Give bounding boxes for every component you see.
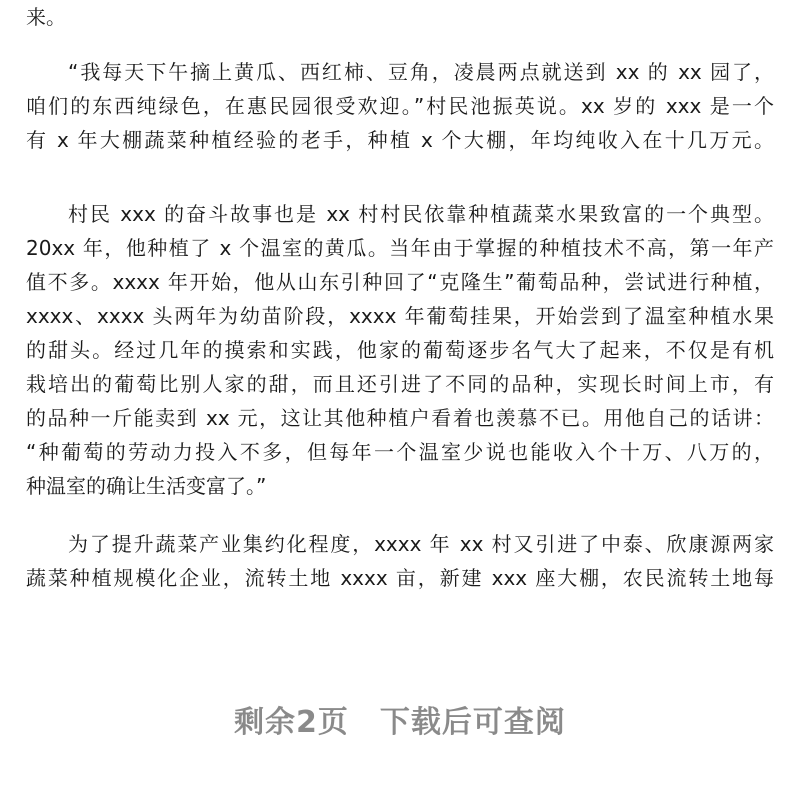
paragraph-line: 有 x 年大棚蔬菜种植经验的老手，种植 x 个大棚，年均纯收入在十几万元。 [26,128,774,152]
paragraph-line: 来。 [26,5,66,29]
paragraph-line: 的品种一斤能卖到 xx 元，这让其他种植户看着也羡慕不已。用他自己的话讲： [26,406,774,430]
paragraph-1 [26,0,774,34]
paragraph-line: 村民 xxx 的奋斗故事也是 xx 村村民依靠种植蔬菜水果致富的一个典型。 [68,202,774,226]
paragraph-line: 栽培出的葡萄比别人家的甜，而且还引进了不同的品种，实现长时间上市，有 [26,372,774,396]
paragraph-line: 值不多。xxxx 年开始，他从山东引种回了“克隆生”葡萄品种，尝试进行种植， [26,270,774,294]
paragraph-2 [26,55,774,157]
download-prompt-button[interactable]: 剩余2页 下载后可查阅 [234,705,566,740]
paragraph-line: 咱们的东西纯绿色，在惠民园很受欢迎。”村民池振英说。xx 岁的 xxx 是一个 [26,94,774,118]
paragraph-line: 20xx 年，他种植了 x 个温室的黄瓜。当年由于掌握的种植技术不高，第一年产 [26,236,774,260]
paragraph-line: 种温室的确让生活变富了。” [26,474,267,498]
paragraph-4 [26,527,774,595]
paragraph-line: “我每天下午摘上黄瓜、西红柿、豆角，凌晨两点就送到 xx 的 xx 园了， [68,60,774,84]
paragraph-line: 蔬菜种植规模化企业，流转土地 xxxx 亩，新建 xxx 座大棚，农民流转土地每 [26,566,774,590]
paragraph-line: xxxx、xxxx 头两年为幼苗阶段，xxxx 年葡萄挂果，开始尝到了温室种植水果 [26,304,774,328]
paragraph-line: 为了提升蔬菜产业集约化程度，xxxx 年 xx 村又引进了中泰、欣康源两家 [68,532,774,556]
paragraph-line: “种葡萄的劳动力投入不多，但每年一个温室少说也能收入个十万、八万的， [26,440,774,464]
paragraph-3 [26,197,774,503]
paragraph-line: 的甜头。经过几年的摸索和实践，他家的葡萄逐步名气大了起来，不仅是有机 [26,338,774,362]
